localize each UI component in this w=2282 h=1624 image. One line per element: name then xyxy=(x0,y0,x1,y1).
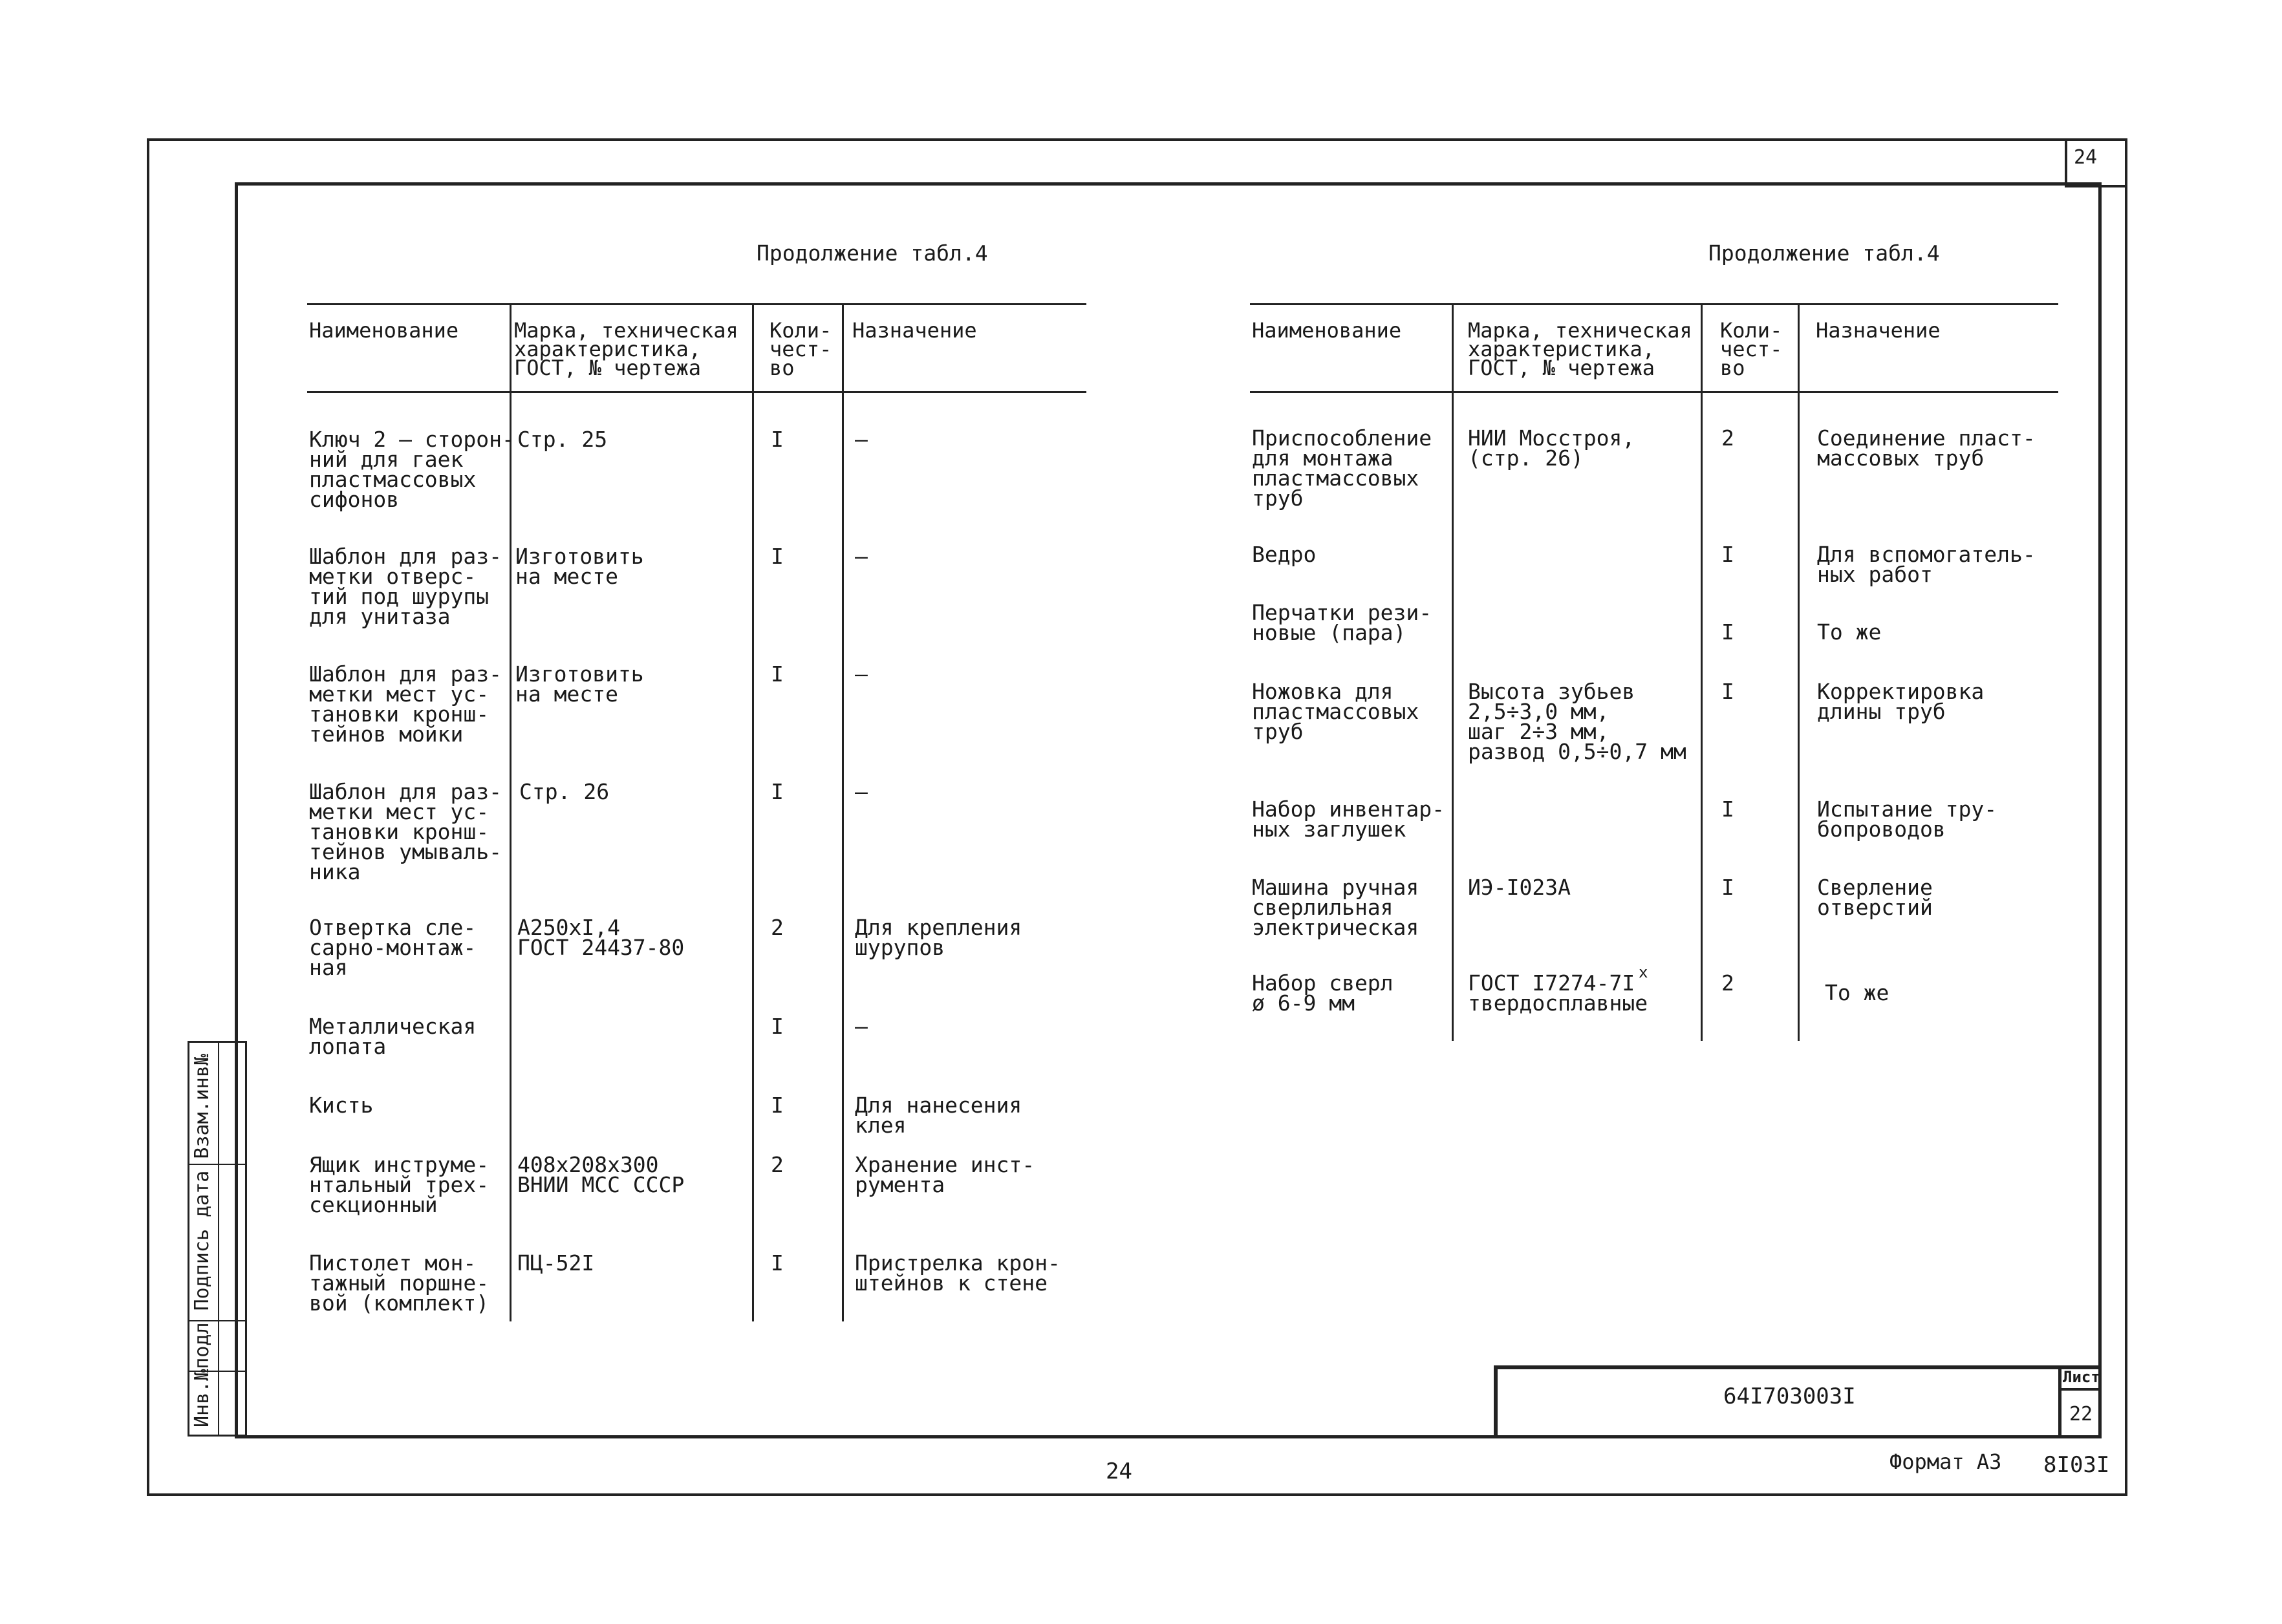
row-purpose: То же xyxy=(1825,980,1889,1005)
row-purpose: Для крепления шурупов xyxy=(855,915,1022,960)
row-mark: 408х208х300 ВНИИ МСС СССР xyxy=(517,1152,685,1197)
left-table-caption: Продолжение табл.4 xyxy=(757,240,988,266)
row-qty: I xyxy=(1721,796,1734,822)
row-purpose: То же xyxy=(1817,619,1882,645)
row-name: Перчатки рези- новые (пара) xyxy=(1252,600,1432,645)
row-mark: Стр. 26 xyxy=(519,779,610,804)
right-header-name: Наименование xyxy=(1252,318,1402,343)
row-mark: Высота зубьев 2,5÷3,0 мм, шаг 2÷3 мм, развод 0,5÷0,7 мм xyxy=(1468,679,1686,764)
row-mark: Стр. 25 xyxy=(517,427,608,452)
row-mark: ИЭ-I023А xyxy=(1468,875,1571,900)
row-purpose: Для нанесения клея xyxy=(855,1093,1022,1138)
row-name: Ящик инструме- нтальный трех- секционный xyxy=(309,1152,490,1217)
row-qty: I xyxy=(1721,619,1734,645)
row-name: Кисть xyxy=(309,1093,374,1118)
document-code: 64I703003I xyxy=(1723,1384,1856,1409)
row-name: Машина ручная сверлильная электрическая xyxy=(1252,875,1419,940)
page-number: 24 xyxy=(1106,1458,1132,1484)
row-qty: I xyxy=(1721,542,1734,567)
right-header-qty: Коли- чест- во xyxy=(1720,318,1783,380)
left-header-purpose: Назначение xyxy=(852,318,977,343)
row-qty: 2 xyxy=(771,1152,784,1177)
row-qty: I xyxy=(771,661,784,687)
row-mark: НИИ Мосстроя, (стр. 26) xyxy=(1468,425,1635,471)
row-qty: I xyxy=(771,1014,784,1039)
left-table-header-rule xyxy=(307,391,1086,393)
row-name: Шаблон для раз- метки мест ус- тановки кронш- тейнов умываль- ника xyxy=(309,779,502,884)
row-qty: 2 xyxy=(771,915,784,940)
row-name: Отвертка сле- сарно-монтаж- ная xyxy=(309,915,477,980)
row-qty: I xyxy=(1721,679,1734,704)
left-table-col-divider xyxy=(752,303,754,1321)
archive-code: 8I03I xyxy=(2043,1452,2110,1478)
row-mark: А250хI,4 ГОСТ 24437-80 xyxy=(517,915,685,960)
row-mark: ГОСТ I7274-7I твердосплавные xyxy=(1468,970,1648,1016)
row-qty: 2 xyxy=(1721,970,1734,996)
row-purpose: Сверление отверстий xyxy=(1817,875,1933,920)
row-mark-superscript: х xyxy=(1639,963,1648,981)
margin-stamp-text: Инв.№подл Подпись дата Взам.инв№ xyxy=(191,1054,213,1427)
sheet-cell-divider xyxy=(2058,1388,2102,1391)
row-name: Ключ 2 – сторон- ний для гаек пластмассовых сифонов xyxy=(309,427,515,512)
row-mark: ПЦ-52I xyxy=(517,1250,595,1276)
row-name: Приспособление для монтажа пластмассовых труб xyxy=(1252,425,1432,511)
row-purpose: – xyxy=(855,661,868,687)
left-header-mark: Марка, техническая характеристика, ГОСТ, № чертежа xyxy=(514,318,738,380)
row-purpose: Корректировка длины труб xyxy=(1817,679,1985,724)
left-table-top-rule xyxy=(307,303,1086,305)
row-purpose: – xyxy=(855,1014,868,1039)
row-qty: I xyxy=(771,779,784,804)
row-purpose: Хранение инст- румента xyxy=(855,1152,1035,1197)
corner-page-number: 24 xyxy=(2065,138,2127,187)
row-purpose: Для вспомогатель- ных работ xyxy=(1817,542,2036,587)
row-name: Шаблон для раз- метки отверс- тий под шурупы для унитаза xyxy=(309,544,502,629)
sheet-label: Лист xyxy=(2063,1368,2100,1386)
row-qty: I xyxy=(771,544,784,569)
right-table-caption: Продолжение табл.4 xyxy=(1708,240,1940,266)
row-name: Шаблон для раз- метки мест ус- тановки кронш- тейнов мойки xyxy=(309,661,502,747)
left-header-name: Наименование xyxy=(309,318,459,343)
right-table-col-divider xyxy=(1452,303,1454,1041)
row-qty: 2 xyxy=(1721,425,1734,451)
format-label: Формат А3 xyxy=(1889,1449,2002,1474)
right-table-col-divider xyxy=(1701,303,1703,1041)
right-header-mark: Марка, техническая характеристика, ГОСТ, № чертежа xyxy=(1468,318,1692,380)
right-table-header-rule xyxy=(1250,391,2058,393)
row-qty: I xyxy=(1721,875,1734,900)
right-table-top-rule xyxy=(1250,303,2058,305)
row-name: Металлическая лопата xyxy=(309,1014,477,1059)
row-name: Пистолет мон- тажный поршне- вой (комплект) xyxy=(309,1250,490,1316)
row-purpose: Пристрелка крон- штейнов к стене xyxy=(855,1250,1060,1296)
row-purpose: Соединение пласт- массовых труб xyxy=(1817,425,2036,471)
row-mark: Изготовить на месте xyxy=(515,544,644,589)
right-header-purpose: Назначение xyxy=(1816,318,1941,343)
row-qty: I xyxy=(771,1250,784,1276)
row-purpose: – xyxy=(855,427,868,452)
row-name: Набор сверл ø 6-9 мм xyxy=(1252,970,1394,1016)
row-name: Ножовка для пластмассовых труб xyxy=(1252,679,1419,744)
left-table-col-divider xyxy=(842,303,844,1321)
row-mark: Изготовить на месте xyxy=(515,661,644,707)
sheet-number: 22 xyxy=(2069,1403,2093,1426)
row-purpose: Испытание тру- бопроводов xyxy=(1817,796,1997,842)
left-header-qty: Коли- чест- во xyxy=(770,318,832,380)
right-table-col-divider xyxy=(1798,303,1800,1041)
row-name: Набор инвентар- ных заглушек xyxy=(1252,796,1445,842)
row-purpose: – xyxy=(855,779,868,804)
row-name: Ведро xyxy=(1252,542,1317,567)
row-purpose: – xyxy=(855,544,868,569)
row-qty: I xyxy=(771,1093,784,1118)
row-qty: I xyxy=(771,427,784,452)
